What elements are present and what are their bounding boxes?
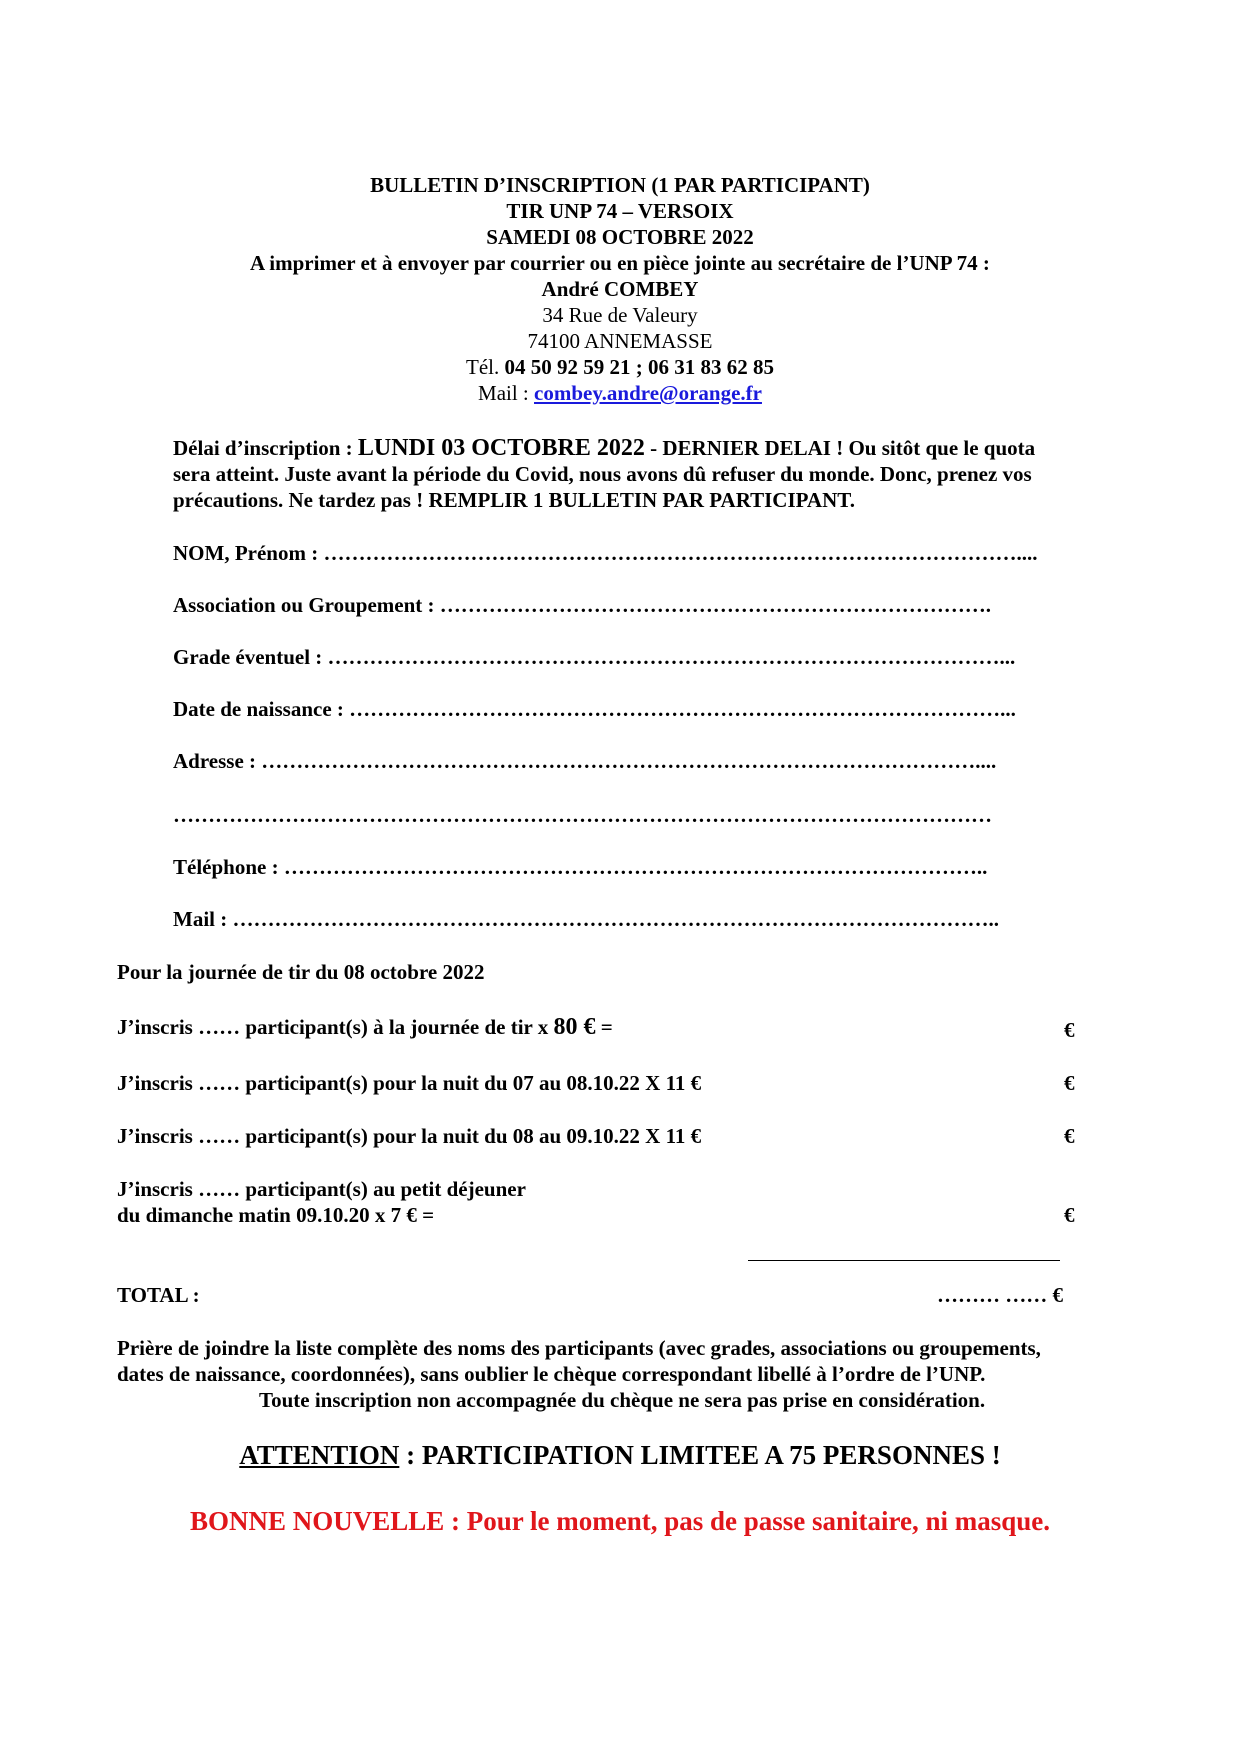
pricing-row-text: J’inscris …… participant(s) à la journée de tir x — [117, 1015, 549, 1039]
phone-numbers: 04 50 92 59 21 ; 06 31 83 62 85 — [504, 355, 774, 379]
footer-instructions-line-2: dates de naissance, coordonnées), sans oublier le chèque correspondant libellé à l’ordre de l’UNP. — [117, 1362, 986, 1386]
field-address[interactable] — [173, 749, 996, 774]
field-label: Mail : — [173, 907, 228, 931]
field-dots[interactable]: ……………………………………………………………………………………... — [327, 645, 1016, 669]
attention-word: ATTENTION — [239, 1440, 400, 1470]
secretary-mail — [0, 380, 1240, 406]
pricing-row-equals: = — [600, 1015, 613, 1039]
total-label: TOTAL : — [117, 1283, 200, 1307]
mail-label: Mail : — [478, 381, 529, 405]
field-name[interactable] — [173, 541, 1037, 566]
field-label: Adresse : — [173, 749, 257, 773]
euro-sign: € — [1064, 1124, 1075, 1148]
euro-sign: € — [1064, 1018, 1075, 1042]
field-dots[interactable]: ………………………………………………………………………………………….... — [261, 749, 997, 773]
footer-instructions-line-1: Prière de joindre la liste complète des noms des participants (avec grades, associations ou groupements, — [117, 1336, 1041, 1360]
attention-text: : PARTICIPATION LIMITEE A 75 PERSONNES ! — [399, 1440, 1001, 1470]
secretary-street: 34 Rue de Valeury — [542, 303, 698, 327]
deadline-line-3: précautions. Ne tardez pas ! REMPLIR 1 BULLETIN PAR PARTICIPANT. — [173, 488, 855, 512]
field-dots[interactable]: ……………………………………………………………………………………………………… — [173, 803, 992, 827]
field-mail[interactable] — [173, 907, 999, 932]
deadline-text: - DERNIER DELAI ! Ou sitôt que le quota — [650, 436, 1036, 460]
pricing-row-night-2: J’inscris …… participant(s) pour la nuit du 08 au 09.10.22 X 11 € — [117, 1124, 702, 1148]
pricing-row-price: 80 € — [553, 1014, 596, 1040]
field-dots[interactable]: …………………………………………………………………………………... — [349, 697, 1016, 721]
field-dots[interactable]: ……………………………………………………………………………………….. — [283, 855, 988, 879]
total-separator-line — [748, 1260, 1060, 1261]
pricing-row-shooting-day — [117, 1014, 613, 1041]
phone-label: Tél. — [466, 355, 500, 379]
event-date: SAMEDI 08 OCTOBRE 2022 — [486, 225, 754, 249]
euro-sign: € — [1064, 1203, 1075, 1227]
send-instructions: A imprimer et à envoyer par courrier ou en pièce jointe au secrétaire de l’UNP 74 : — [250, 251, 990, 275]
email-link[interactable]: combey.andre@orange.fr — [534, 381, 762, 405]
pricing-row-night-1: J’inscris …… participant(s) pour la nuit du 07 au 08.10.22 X 11 € — [117, 1071, 702, 1095]
total-value: ……… …… € — [937, 1283, 1063, 1307]
deadline-line-1 — [173, 435, 1035, 462]
field-grade[interactable] — [173, 645, 1015, 670]
deadline-date: LUNDI 03 OCTOBRE 2022 — [357, 435, 645, 461]
euro-sign: € — [1064, 1071, 1075, 1095]
attention-notice — [0, 1439, 1240, 1471]
field-label: Grade éventuel : — [173, 645, 323, 669]
field-dots[interactable]: ……………………………………………………………………………………………….. — [232, 907, 999, 931]
form-title: BULLETIN D’INSCRIPTION (1 PAR PARTICIPANT) — [370, 173, 870, 197]
field-label: Téléphone : — [173, 855, 279, 879]
field-dots[interactable]: ……………………………………………………………………. — [439, 593, 992, 617]
field-birthdate[interactable] — [173, 697, 1016, 722]
field-dots[interactable]: ……………………………………………………………………………………….... — [323, 541, 1038, 565]
field-association[interactable] — [173, 593, 991, 618]
deadline-line-2: sera atteint. Juste avant la période du Covid, nous avons dû refuser du monde. Donc, prenez vos — [173, 462, 1032, 486]
secretary-name: André COMBEY — [541, 277, 699, 301]
field-address-line-2[interactable] — [173, 803, 992, 828]
secretary-phone — [0, 354, 1240, 380]
secretary-city: 74100 ANNEMASSE — [527, 329, 713, 353]
field-label: Date de naissance : — [173, 697, 344, 721]
deadline-label: Délai d’inscription : — [173, 436, 353, 460]
pricing-row-breakfast-line-2: du dimanche matin 09.10.20 x 7 € = — [117, 1203, 435, 1227]
footer-instructions-line-3: Toute inscription non accompagnée du chèque ne sera pas prise en considération. — [259, 1388, 986, 1412]
field-label: Association ou Groupement : — [173, 593, 435, 617]
pricing-row-breakfast-line-1: J’inscris …… participant(s) au petit déjeuner — [117, 1177, 526, 1201]
field-phone[interactable] — [173, 855, 987, 880]
field-label: NOM, Prénom : — [173, 541, 319, 565]
event-name: TIR UNP 74 – VERSOIX — [506, 199, 734, 223]
pricing-intro: Pour la journée de tir du 08 octobre 2022 — [117, 960, 485, 984]
good-news-notice: BONNE NOUVELLE : Pour le moment, pas de passe sanitaire, ni masque. — [189, 1506, 1051, 1536]
